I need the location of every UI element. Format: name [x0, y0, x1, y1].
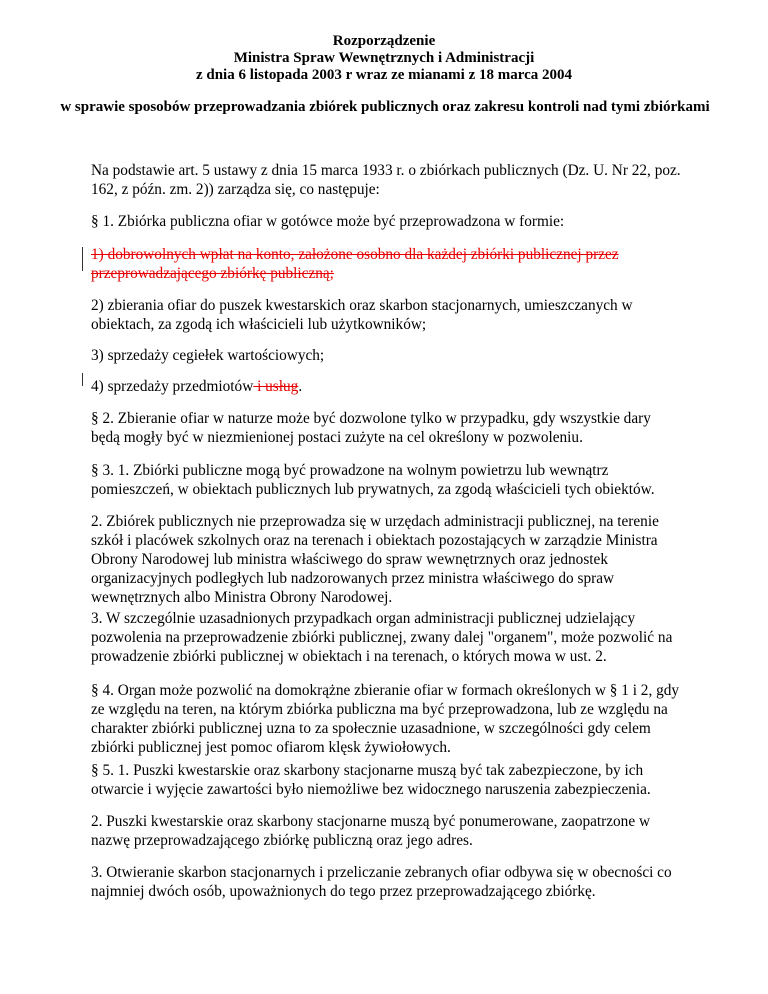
item-2-paragraph: 2) zbierania ofiar do puszek kwestarskich oraz skarbon stacjonarnych, umieszczanych w obiektach, za zgodą ich właścicieli lub użytkowników; — [91, 297, 633, 333]
section-5-3-paragraph: 3. Otwieranie skarbon stacjonarnych i przeliczanie zebranych ofiar odbywa się w obecności co najmniej dwóch osób, upoważnionych do tego przez przeprowadzającego zbiórkę. — [91, 864, 672, 900]
header-issuer: Ministra Spraw Wewnętrznych i Administracji — [233, 50, 535, 66]
header-date: z dnia 6 listopada 2003 r wraz ze mianami z 18 marca 2004 — [195, 67, 573, 83]
section-3-3-paragraph: 3. W szczególnie uzasadnionych przypadkach organ administracji publicznej udzielający pozwolenia na przeprowadzenie zbiórki publicznej, zwany dalej "organem", może pozwolić na prowadzenie zbiórki publicznej w obiektach i na terenach, o których mowa w ust. 2. — [91, 610, 673, 665]
item-3-paragraph: 3) sprzedaży cegiełek wartościowych; — [91, 347, 325, 364]
item-4-paragraph — [91, 377, 683, 396]
change-bar — [82, 247, 83, 271]
intro-paragraph: Na podstawie art. 5 ustawy z dnia 15 marca 1933 r. o zbiórkach publicznych (Dz. U. Nr 22, poz. 162, z późn. zm. 2)) zarządza się, co następuje: — [91, 162, 681, 198]
item-4-end: . — [298, 378, 303, 395]
section-3-2-paragraph: 2. Zbiórek publicznych nie przeprowadza się w urzędach administracji publicznej, na terenie szkół i placówek szkolnych oraz na terenach i obiektach pozostających w zarządzie Ministra Obrony Narodowej lub ministra właściwego do spraw wewnętrznych oraz jednostek organizacyjnych podległych lub nadzorowanych przez ministra właściwego do spraw wewnętrznych albo Ministra Obrony Narodowej. — [91, 513, 659, 606]
document-subject: w sprawie sposobów przeprowadzania zbiórek publicznych oraz zakresu kontroli nad tymi zbiórkami — [60, 99, 710, 115]
item-4-deleted-text: i usług — [253, 378, 299, 395]
section-5-2-paragraph: 2. Puszki kwestarskie oraz skarbony stacjonarne muszą być ponumerowane, zaopatrzone w nazwę przeprowadzającego zbiórkę publiczną oraz jego adres. — [91, 813, 650, 849]
deleted-item-1: 1) dobrowolnych wpłat na konto, założone osobno dla każdej zbiórki publicznej przez przeprowadzającego zbiórkę publiczną; — [91, 246, 619, 282]
item-4-text: 4) sprzedaży przedmiotów — [91, 378, 254, 395]
section-5-1-paragraph: § 5. 1. Puszki kwestarskie oraz skarbony stacjonarne muszą być tak zabezpieczone, by ich otwarcie i wyjęcie zawartości było niemożliwe bez widocznego naruszenia zabezpieczenia. — [91, 762, 651, 798]
header-title: Rozporządzenie — [332, 33, 436, 49]
section-1-paragraph: § 1. Zbiórka publiczna ofiar w gotówce może być przeprowadzona w formie: — [91, 213, 565, 230]
section-4-paragraph: § 4. Organ może pozwolić na domokrążne zbieranie ofiar w formach określonych w § 1 i 2, gdy ze względu na teren, na którym zbiórka publiczna ma być przeprowadzona, lub ze względu na charakter zbiórki publicznej uzna to za społecznie uzasadnione, w szczególności gdy celem zbiórki publicznej jest pomoc ofiarom klęsk żywiołowych. — [91, 682, 680, 756]
section-2-paragraph: § 2. Zbieranie ofiar w naturze może być dozwolone tylko w przypadku, gdy wszystkie dary będą mogły być w niezmienionej postaci zużyte na cel określony w pozwoleniu. — [91, 410, 651, 446]
document-header — [0, 33, 768, 84]
section-3-1-paragraph: § 3. 1. Zbiórki publiczne mogą być prowadzone na wolnym powietrzu lub wewnątrz pomieszczeń, w obiektach publicznych lub prywatnych, za zgodą właścicieli tych obiektów. — [91, 462, 655, 498]
change-bar — [82, 373, 83, 386]
